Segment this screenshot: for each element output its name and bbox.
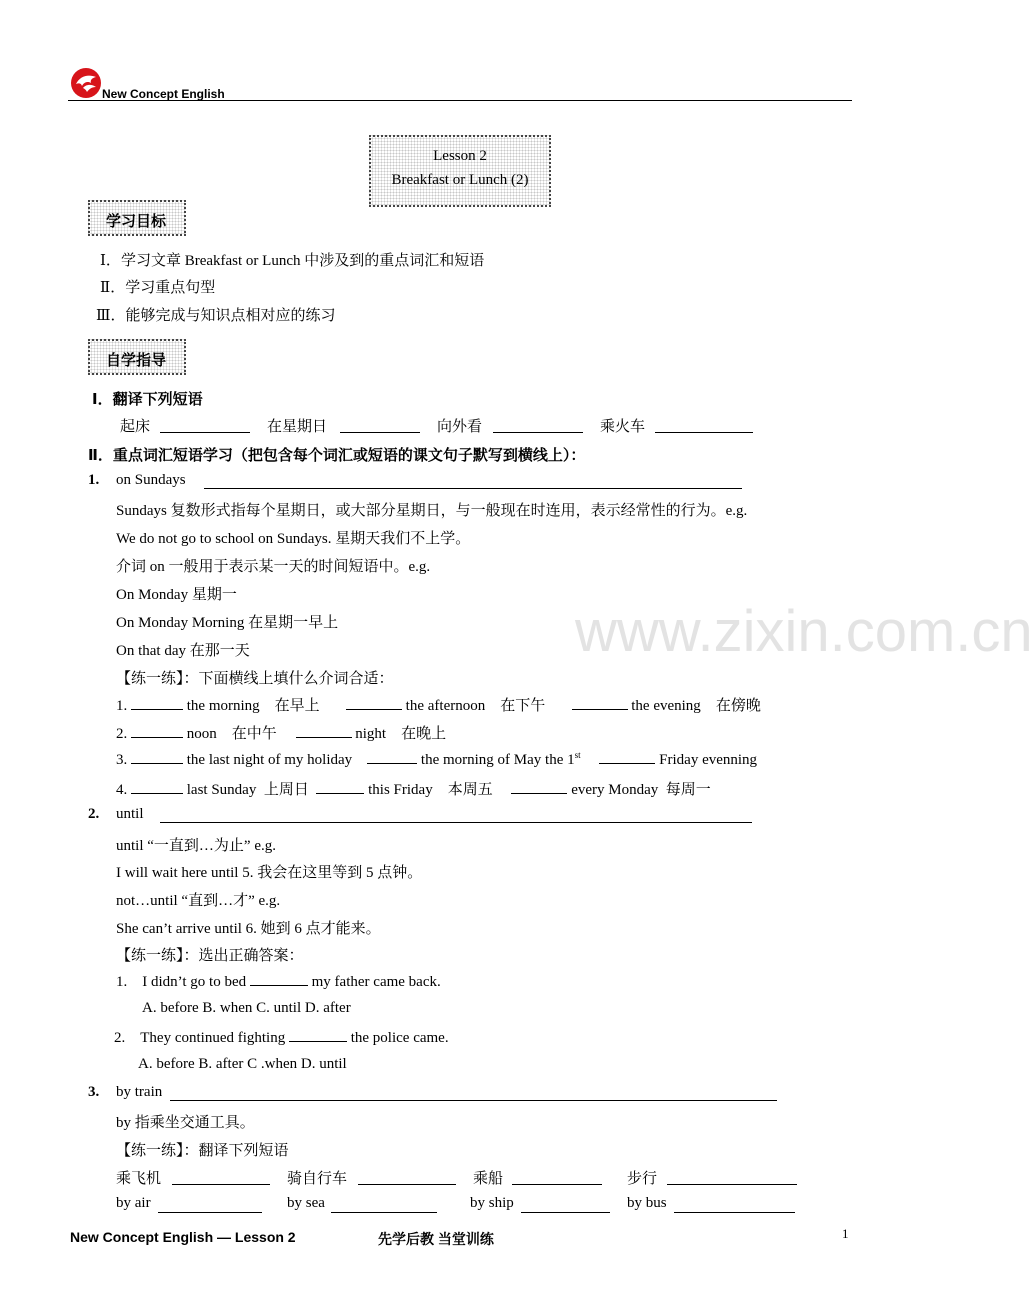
answer-blank[interactable] [331, 1212, 437, 1213]
item1-number: 1. [88, 472, 100, 488]
item1-line: Sundays 复数形式指每个星期日，或大部分星期日，与一般现在时连用，表示经常性的行为。e.g. [116, 503, 748, 519]
phrase-item: by air [116, 1195, 151, 1211]
part1-heading: Ⅰ．翻译下列短语 [92, 391, 203, 408]
answer-blank[interactable] [172, 1184, 270, 1185]
exercise-row: 3. the last night of my holiday the morning of May the 1st Friday evenning [116, 750, 758, 768]
item2-head: until [116, 806, 144, 822]
goal-item: Ⅱ．学习重点句型 [100, 280, 216, 296]
part1-item: 起床 [120, 419, 151, 435]
part1-item: 乘火车 [600, 419, 646, 435]
item1-line: On that day 在那一天 [116, 643, 250, 659]
item2-line: until “一直到…为止” e.g. [116, 838, 276, 854]
answer-blank[interactable] [160, 432, 250, 433]
question-1-options: A. before B. when C. until D. after [142, 1000, 351, 1016]
answer-blank[interactable] [131, 750, 183, 764]
answer-blank[interactable] [572, 696, 628, 710]
item2-practice: 【练一练】：选出正确答案： [116, 948, 304, 964]
lesson-title: Breakfast or Lunch (2) [391, 172, 529, 188]
answer-blank[interactable] [512, 1184, 602, 1185]
header-divider [68, 100, 852, 101]
answer-blank[interactable] [674, 1212, 795, 1213]
question-2: 2. They continued fighting the police came. [114, 1030, 449, 1046]
item1-line: 介词 on 一般用于表示某一天的时间短语中。e.g. [116, 559, 431, 575]
part1-item: 向外看 [437, 419, 483, 435]
answer-blank[interactable] [289, 1028, 347, 1042]
answer-blank[interactable] [367, 750, 417, 764]
item3-line: by 指乘坐交通工具。 [116, 1115, 255, 1131]
phoenix-logo-icon [70, 66, 104, 100]
exercise-row: 4. last Sunday 上周日 this Friday 本周五 every Monday 每周一 [116, 782, 711, 798]
item2-line: She can’t arrive until 6. 她到 6 点才能来。 [116, 921, 381, 937]
phrase-item: 步行 [627, 1171, 658, 1187]
phrase-item: 乘船 [473, 1171, 504, 1187]
sentence-blank[interactable] [170, 1100, 777, 1101]
answer-blank[interactable] [131, 696, 183, 710]
sentence-blank[interactable] [204, 488, 742, 489]
brand-name: New Concept English [102, 87, 225, 101]
exercise-row: 1. the morning 在早上 the afternoon 在下午 the evening 在傍晚 [116, 698, 761, 714]
goal-item: Ⅰ．学习文章 Breakfast or Lunch 中涉及到的重点词汇和短语 [100, 253, 485, 269]
answer-blank[interactable] [340, 432, 420, 433]
item2-line: I will wait here until 5. 我会在这里等到 5 点钟。 [116, 865, 423, 881]
phrase-item: 乘飞机 [116, 1171, 162, 1187]
item1-practice: 【练一练】：下面横线上填什么介词合适： [116, 671, 394, 687]
answer-blank[interactable] [346, 696, 402, 710]
goals-section-title: 学习目标 [88, 200, 186, 236]
answer-blank[interactable] [521, 1212, 610, 1213]
answer-blank[interactable] [250, 972, 308, 986]
answer-blank[interactable] [667, 1184, 797, 1185]
answer-blank[interactable] [131, 724, 183, 738]
answer-blank[interactable] [358, 1184, 456, 1185]
item3-head: by train [116, 1084, 163, 1100]
answer-blank[interactable] [511, 780, 567, 794]
goal-item: Ⅲ．能够完成与知识点相对应的练习 [96, 308, 336, 324]
sentence-blank[interactable] [160, 822, 752, 823]
footer-title: New Concept English — Lesson 2 [70, 1229, 296, 1245]
item1-line: We do not go to school on Sundays. 星期天我们不上学。 [116, 531, 471, 547]
part1-item: 在星期日 [267, 419, 328, 435]
guide-section-title: 自学指导 [88, 339, 186, 375]
phrase-item: by bus [627, 1195, 667, 1211]
answer-blank[interactable] [296, 724, 352, 738]
phrase-item: 骑自行车 [287, 1171, 348, 1187]
page-number: 1 [842, 1226, 849, 1241]
item1-line: On Monday 星期一 [116, 587, 237, 603]
question-2-options: A. before B. after C .when D. until [138, 1056, 347, 1072]
item3-number: 3. [88, 1084, 100, 1100]
item3-practice: 【练一练】：翻译下列短语 [116, 1143, 289, 1159]
part2-heading: Ⅱ．重点词汇短语学习（把包含每个词汇或短语的课文句子默写到横线上）： [88, 447, 586, 464]
phrase-item: by sea [287, 1195, 325, 1211]
phrase-item: by ship [470, 1195, 514, 1211]
answer-blank[interactable] [316, 780, 364, 794]
watermark: www.zixin.com.cn [575, 599, 1033, 664]
lesson-title-box [369, 135, 551, 207]
item1-line: On Monday Morning 在星期一早上 [116, 615, 339, 631]
lesson-number: Lesson 2 [433, 148, 487, 164]
answer-blank[interactable] [131, 780, 183, 794]
question-1: 1. I didn’t go to bed my father came back. [116, 974, 441, 990]
answer-blank[interactable] [158, 1212, 262, 1213]
item1-head: on Sundays [116, 472, 186, 488]
answer-blank[interactable] [493, 432, 583, 433]
exercise-row: 2. noon 在中午 night 在晚上 [116, 726, 447, 742]
item2-line: not…until “直到…才” e.g. [116, 893, 281, 909]
item2-number: 2. [88, 806, 100, 822]
footer-slogan: 先学后教 当堂训练 [378, 1231, 494, 1247]
answer-blank[interactable] [599, 750, 655, 764]
answer-blank[interactable] [655, 432, 753, 433]
